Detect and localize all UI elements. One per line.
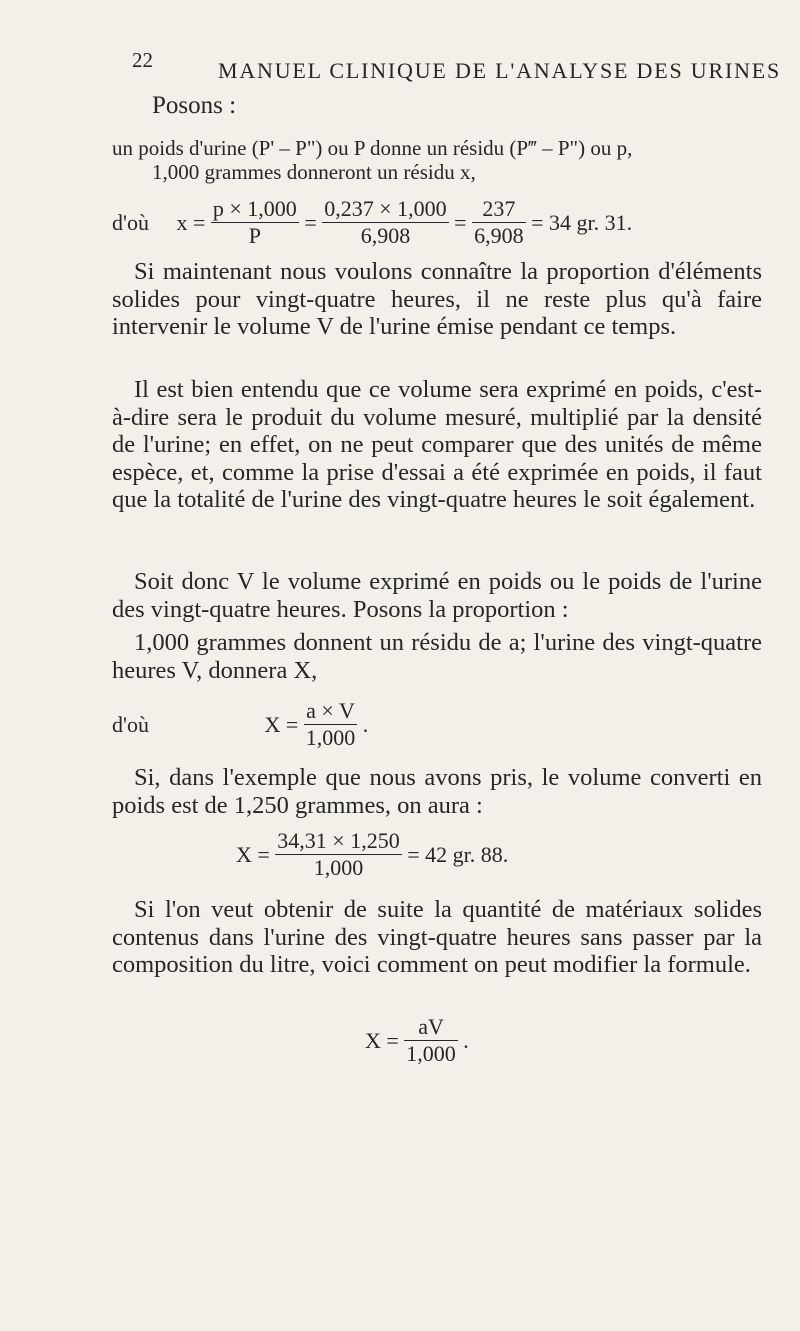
fraction-denominator: 1,000	[406, 1041, 456, 1066]
fraction	[404, 1014, 458, 1067]
fraction	[322, 196, 448, 249]
fraction-numerator: 34,31 × 1,250	[277, 828, 400, 853]
formula-tail: .	[463, 1027, 469, 1053]
formula-example	[236, 828, 508, 881]
proportion-line-2: 1,000 grammes donneront un résidu x,	[152, 160, 476, 184]
page-number: 22	[132, 48, 153, 72]
fraction-denominator: 6,908	[474, 223, 524, 248]
fraction-numerator: aV	[404, 1014, 458, 1041]
fraction	[211, 196, 299, 249]
formula-tail: .	[362, 711, 369, 737]
formula-direct	[365, 1014, 469, 1067]
fraction-denominator: 6,908	[360, 223, 411, 248]
paragraph: Si l'on veut obtenir de suite la quantité de matériaux solides contenus dans l'urine des vingt-quatre heures sans passer par la composition du litre, voici comment on peut modifier la formule.	[112, 896, 762, 978]
equals-sign: =	[304, 209, 317, 235]
fraction-denominator: 1,000	[313, 855, 364, 880]
formula-residue	[112, 196, 632, 249]
formula-lhs: x =	[176, 209, 206, 235]
formula-lead: d'où	[112, 209, 149, 235]
paragraph: Si maintenant nous voulons connaître la proportion d'éléments solides pour vingt-quatre heures, il ne reste plus qu'à faire intervenir le volume V de l'urine émise pendant ce temps.	[112, 258, 762, 340]
fraction-numerator: p × 1,000	[212, 196, 297, 221]
running-header: MANUEL CLINIQUE DE L'ANALYSE DES URINES	[218, 58, 782, 83]
paragraph: Soit donc V le volume exprimé en poids ou le poids de l'urine des vingt-quatre heures. Posons la proportion :	[112, 568, 762, 623]
formula-lhs: X =	[365, 1027, 399, 1053]
formula-lhs: X =	[264, 711, 299, 737]
equals-sign: =	[454, 209, 467, 235]
formula-total	[112, 698, 368, 751]
fraction-denominator: 1,000	[305, 725, 356, 750]
fraction-numerator: 237	[472, 196, 526, 223]
formula-lhs: X =	[236, 841, 270, 867]
formula-result: = 34 gr. 31.	[531, 209, 633, 235]
paragraph: 1,000 grammes donnent un résidu de a; l'urine des vingt-quatre heures V, donnera X,	[112, 629, 762, 684]
paragraph: Si, dans l'exemple que nous avons pris, le volume converti en poids est de 1,250 grammes, on aura :	[112, 764, 762, 819]
paragraph: Il est bien entendu que ce volume sera exprimé en poids, c'est-à-dire sera le produit du volume mesuré, multiplié par la densité de l'urine; en effet, on ne peut comparer que des unités de même espèce, et, comme la prise d'essai a été exprimée en poids, il faut que la totalité de l'urine des vingt-quatre heures le soit également.	[112, 376, 762, 513]
fraction	[472, 196, 526, 249]
fraction-numerator: 0,237 × 1,000	[324, 196, 447, 221]
fraction-numerator: a × V	[304, 698, 358, 725]
fraction	[304, 698, 358, 751]
proportion-line-1: un poids d'urine (P' – P") ou P donne un résidu (P‴ – P") ou p,	[112, 136, 633, 160]
formula-result: = 42 gr. 88.	[407, 841, 509, 867]
formula-lead: d'où	[112, 711, 149, 737]
fraction	[275, 828, 401, 881]
fraction-denominator: P	[248, 223, 261, 248]
intro-line: Posons :	[152, 92, 237, 119]
